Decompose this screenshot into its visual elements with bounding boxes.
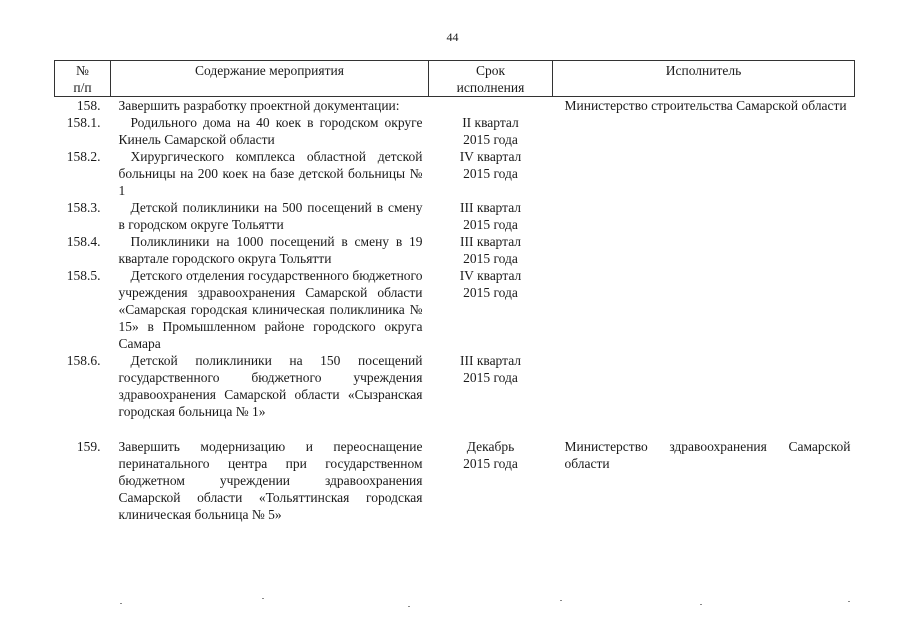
table-row: [55, 97, 855, 115]
row-number: 158.2.: [66, 149, 101, 164]
table-row: [55, 438, 855, 523]
row-term: Декабрь 2015 года: [463, 439, 518, 471]
table-row: [55, 352, 855, 420]
scan-speck: [408, 606, 410, 607]
row-executor: Министерство здравоохранения Самарской области: [564, 439, 851, 471]
table-row: [55, 233, 855, 267]
row-executor: [553, 148, 855, 199]
row-number: 158.6.: [66, 353, 101, 368]
header-number: № п/п: [55, 61, 111, 97]
row-term: III квартал 2015 года: [459, 234, 522, 266]
table-row: [55, 114, 855, 148]
scan-speck: [560, 600, 562, 601]
page-number: 44: [446, 30, 459, 44]
row-term: [429, 97, 553, 115]
row-term: IV квартал 2015 года: [459, 149, 522, 181]
row-number: 158.: [76, 98, 101, 113]
row-content: Детской поликлиники на 150 посещений государственного бюджетного учреждения здравоохранения Самарской области «Сызранская городская больница № 1»: [118, 353, 423, 419]
row-executor: [553, 199, 855, 233]
table-row: [55, 148, 855, 199]
row-executor: [553, 352, 855, 420]
row-term: IV квартал 2015 года: [459, 268, 522, 300]
row-content: Завершить разработку проектной документации:: [118, 98, 400, 113]
scan-speck: [120, 603, 122, 604]
row-number: 158.5.: [66, 268, 101, 283]
scan-speck: [848, 601, 850, 602]
row-executor: [553, 267, 855, 352]
row-content: Завершить модернизацию и переоснащение перинатального центра при государственном бюджетном учреждении здравоохранения Самарской области «Тольяттинская городская клиническая больница № 5»: [118, 439, 423, 522]
table-row: [55, 267, 855, 352]
table-row: [55, 199, 855, 233]
row-term: III квартал 2015 года: [459, 353, 522, 385]
row-executor: [553, 114, 855, 148]
scan-speck: [700, 604, 702, 605]
header-content: Содержание мероприятия: [111, 61, 429, 97]
row-content: Детского отделения государственного бюджетного учреждения здравоохранения Самарской области «Самарская городская клиническая поликлиника № 15» в Промышленном районе городского округа Самара: [118, 268, 423, 351]
row-number: 159.: [76, 439, 101, 454]
scan-speck: [262, 598, 264, 599]
table-header: [55, 61, 855, 97]
row-number: 158.4.: [66, 234, 101, 249]
row-number: 158.3.: [66, 200, 101, 215]
row-executor: Министерство строительства Самарской области: [564, 98, 847, 113]
row-number: 158.1.: [66, 115, 101, 130]
events-table: [54, 60, 855, 523]
row-content: Поликлиники на 1000 посещений в смену в 19 квартале городского округа Тольятти: [118, 234, 423, 266]
row-term: III квартал 2015 года: [459, 200, 522, 232]
row-content: Детской поликлиники на 500 посещений в смену в городском округе Тольятти: [118, 200, 423, 232]
header-executor: Исполнитель: [553, 61, 855, 97]
row-term: II квартал 2015 года: [462, 115, 519, 147]
row-spacer: [55, 420, 855, 438]
row-content: Родильного дома на 40 коек в городском округе Кинель Самарской области: [118, 115, 423, 147]
row-executor: [553, 233, 855, 267]
row-content: Хирургического комплекса областной детской больницы на 200 коек на базе детской больницы № 1: [118, 149, 423, 198]
header-term: Срок исполнения: [429, 61, 553, 97]
